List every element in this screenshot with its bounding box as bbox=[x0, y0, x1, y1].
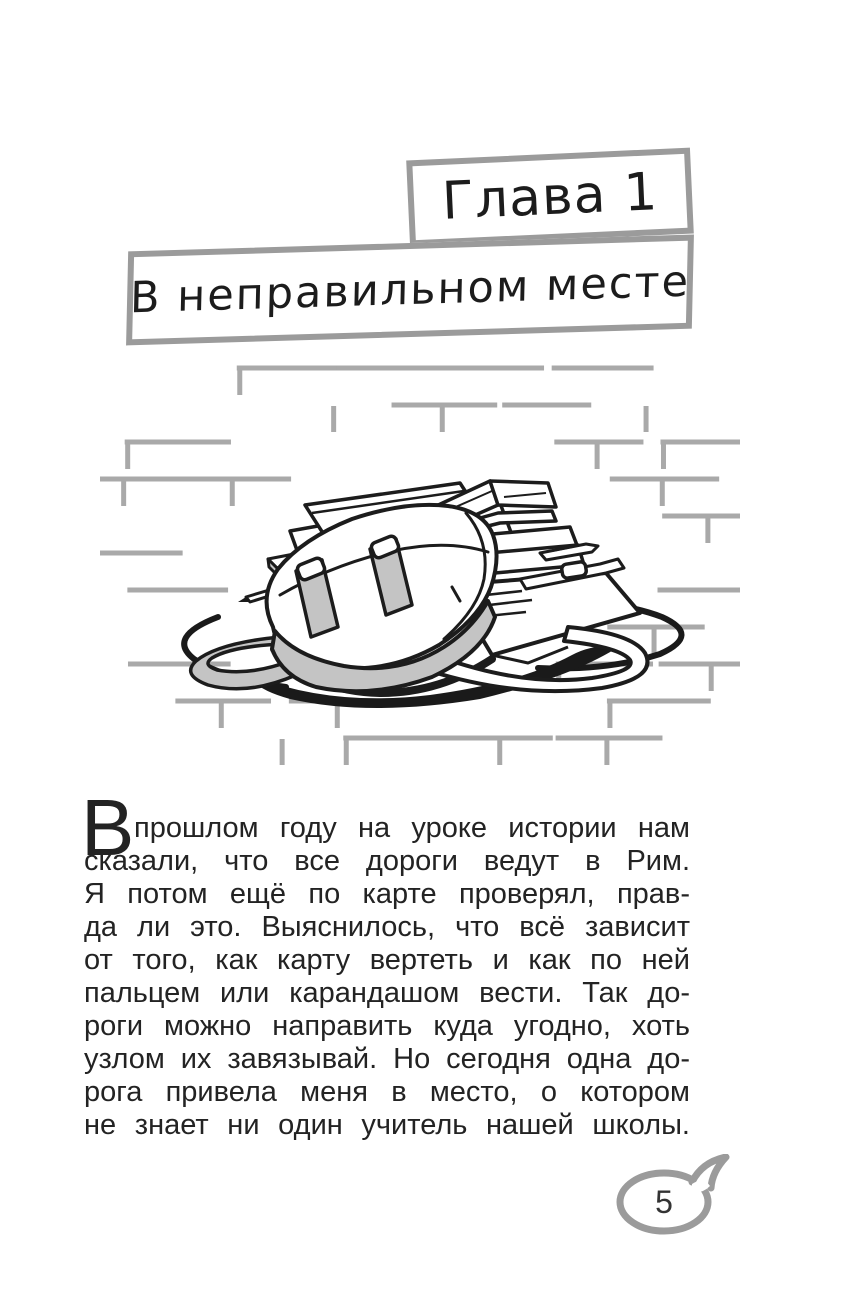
chapter-title-box bbox=[126, 235, 694, 346]
text-line: да ли это. Выяснилось, что всё зависит bbox=[84, 911, 690, 943]
text-line: узлом их завязывай. Но сегодня одна до- bbox=[84, 1043, 690, 1075]
chapter-number-box bbox=[406, 148, 694, 247]
text-line: прошлом году на уроке истории нам bbox=[134, 812, 690, 844]
text-line: от того, как карту вертеть и как по ней bbox=[84, 944, 690, 976]
backpack-books-illustration bbox=[100, 355, 740, 785]
chapter-number-text: Глава 1 bbox=[440, 162, 660, 232]
drop-cap: В bbox=[81, 783, 135, 872]
text-line: не знает ни один учитель нашей школы. bbox=[84, 1109, 690, 1141]
page-number-text: 5 bbox=[655, 1184, 673, 1220]
chapter-title-text: В неправильном месте bbox=[129, 256, 691, 324]
page-number-bubble bbox=[604, 1154, 744, 1250]
text-line: Я потом ещё по карте проверял, прав- bbox=[84, 878, 690, 910]
text-line: рога привела меня в место, о котором bbox=[84, 1076, 690, 1108]
text-line: пальцем или карандашом вести. Так до- bbox=[84, 977, 690, 1009]
body-paragraph bbox=[81, 783, 690, 1142]
text-line: роги можно направить куда угодно, хоть bbox=[84, 1010, 690, 1042]
text-line: сказали, что все дороги ведут в Рим. bbox=[84, 845, 690, 877]
